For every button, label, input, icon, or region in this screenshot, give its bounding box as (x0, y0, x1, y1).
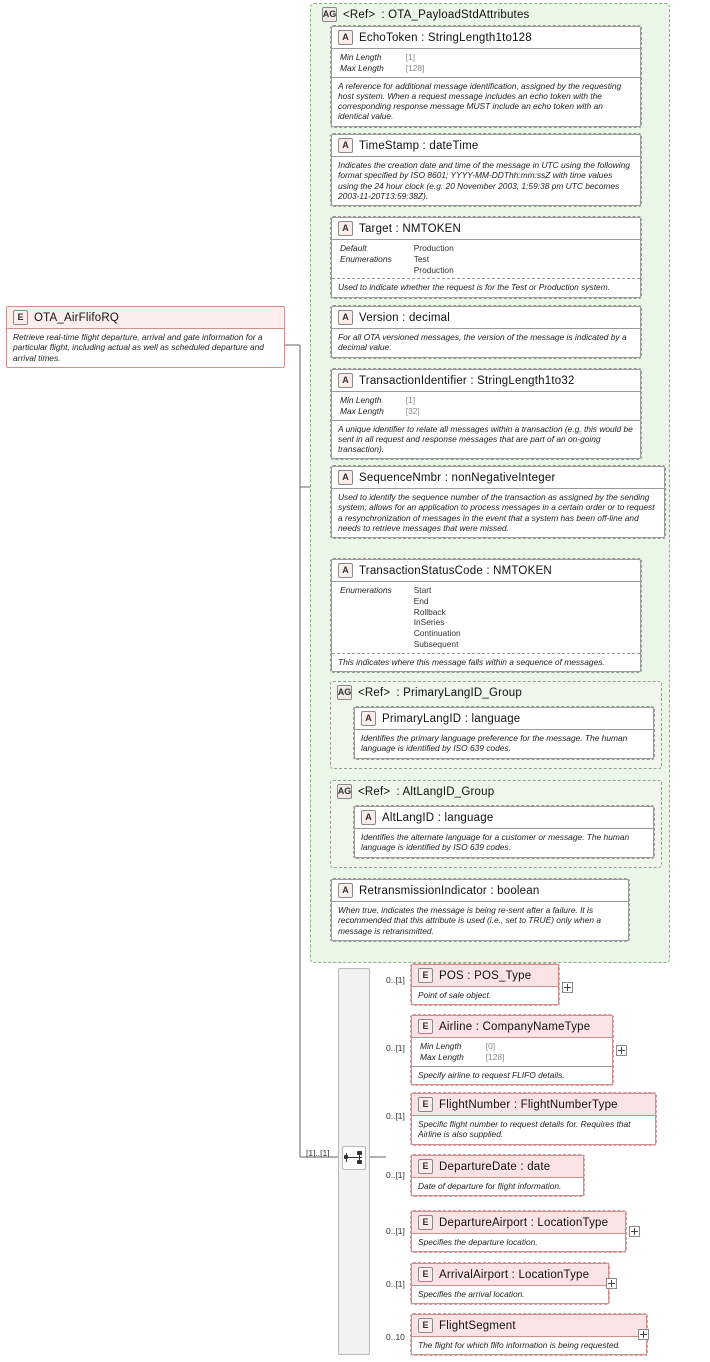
attribute-description: Used to identify the sequence number of the transaction as assigned by the sending system; allows for an application to process messages in a certain order or to request a resynchronization of messages in the event that a system has been off-line and needs to retrieve messages that were missed. (338, 492, 655, 533)
element-badge-icon: E (418, 968, 433, 983)
element-box[interactable] (411, 964, 559, 1005)
attribute-description: Identifies the primary language preference for the message. The human language is identified by ISO 639 codes. (361, 733, 628, 754)
element-wrapper (410, 963, 560, 1006)
attribute-name: TransactionStatusCode : NMTOKEN (359, 564, 552, 577)
facet-value: [128] (485, 1051, 505, 1062)
attribute-wrapper (330, 368, 642, 460)
facet-label (340, 628, 392, 639)
attribute-name: RetransmissionIndicator : boolean (359, 884, 540, 897)
element-wrapper (410, 1313, 648, 1356)
facet-value: [1] (405, 52, 416, 62)
element-description: Specify airline to request FLIFO details. (418, 1069, 565, 1080)
element-cardinality: 0..[1] (386, 1111, 405, 1121)
attribute-wrapper (353, 706, 655, 760)
element-badge-icon: E (418, 1159, 433, 1174)
element-badge-icon: E (418, 1019, 433, 1034)
facet-label (340, 617, 392, 628)
sequence-compositor-icon[interactable] (342, 1146, 366, 1170)
expand-plus-icon[interactable] (638, 1329, 649, 1340)
attribute-group-header[interactable] (316, 4, 668, 25)
attribute-badge-icon: A (338, 310, 353, 325)
attribute-name: AltLangID : language (382, 811, 494, 824)
element-cardinality: 0..[1] (386, 1043, 405, 1053)
element-wrapper (410, 1154, 585, 1197)
element-description: Specifies the departure location. (418, 1237, 538, 1247)
element-badge-icon: E (418, 1215, 433, 1230)
facet-label (340, 607, 392, 618)
element-wrapper (410, 1014, 614, 1086)
element-name: POS : POS_Type (439, 969, 532, 982)
element-name: Airline : CompanyNameType (439, 1020, 591, 1033)
element-description: The flight for which flifo information is being requested. (418, 1340, 621, 1350)
attribute-box[interactable] (354, 707, 654, 759)
attribute-wrapper (330, 133, 642, 207)
facet-label (340, 596, 392, 607)
root-element-description: Retrieve real-time flight departure, arrival and gate information for a particular flight, including actual as well as scheduled departure and arrival times. (13, 332, 264, 363)
attribute-description: Indicates the creation date and time of the message in UTC using the following format specified by ISO 8601; YYYY-MM-DDThh:mm:ssZ with time values using the 24 hour clock (e.g. 20 November 2003, 1:59:38 pm UTC becomes 2003-11-20T13:59:38Z). (338, 160, 630, 201)
ref-group-child-wrapper (353, 706, 655, 760)
element-badge-icon: E (13, 310, 28, 325)
attribute-badge-icon: A (338, 470, 353, 485)
attribute-box[interactable] (331, 879, 629, 941)
attribute-facets (332, 582, 640, 653)
element-name: DepartureAirport : LocationType (439, 1216, 609, 1229)
element-wrapper (410, 1092, 657, 1146)
ref-label: <Ref> (358, 785, 391, 798)
facet-label (340, 639, 392, 650)
facet-value: Rollback (413, 606, 446, 617)
element-box[interactable] (411, 1211, 626, 1252)
element-cardinality: 0..10 (386, 1332, 405, 1342)
attribute-name: TransactionIdentifier : StringLength1to32 (359, 374, 575, 387)
element-cardinality: 0..[1] (386, 1279, 405, 1289)
facet-label (340, 265, 392, 276)
attribute-name: PrimaryLangID : language (382, 712, 521, 725)
ref-group-wrapper (330, 780, 662, 868)
expand-plus-icon[interactable] (606, 1278, 617, 1289)
facet-label: Min Length (420, 1041, 462, 1051)
attribute-group-badge-icon: AG (337, 685, 352, 700)
facet-value: InSeries (413, 617, 445, 628)
element-badge-icon: E (418, 1097, 433, 1112)
attribute-wrapper (330, 25, 642, 128)
element-description: Specifies the arrival location. (418, 1289, 525, 1299)
attribute-description: Identifies the alternate language for a customer or message. The human language is identified by ISO 639 codes. (361, 832, 630, 853)
facet-label: Max Length (340, 405, 384, 416)
attribute-badge-icon: A (361, 711, 376, 726)
attribute-badge-icon: A (338, 30, 353, 45)
attribute-facets (332, 392, 640, 420)
attribute-name: SequenceNmbr : nonNegativeInteger (359, 471, 556, 484)
attribute-group-badge-icon: AG (322, 7, 337, 22)
facet-value: Start (413, 585, 432, 595)
attribute-description: Used to indicate whether the request is for the Test or Production system. (338, 282, 611, 293)
facet-value: Continuation (413, 628, 461, 638)
facet-label: Enumerations (340, 585, 392, 595)
element-description: Date of departure for flight information. (418, 1181, 562, 1191)
sequence-cardinality: [1]..[1] (306, 1148, 330, 1158)
ref-label: <Ref> (358, 686, 391, 699)
attribute-badge-icon: A (338, 221, 353, 236)
attribute-name: TimeStamp : dateTime (359, 139, 479, 152)
attribute-description: For all OTA versioned messages, the version of the message is indicated by a decimal value. (338, 332, 627, 353)
root-element-name: OTA_AirFlifoRQ (34, 311, 120, 324)
attribute-badge-icon: A (338, 138, 353, 153)
attribute-group-name: : OTA_PayloadStdAttributes (381, 8, 530, 21)
ref-group-header[interactable] (331, 682, 661, 703)
attribute-wrapper (353, 805, 655, 859)
attribute-badge-icon: A (338, 563, 353, 578)
attribute-box[interactable] (331, 306, 641, 358)
facet-value: Production (413, 243, 454, 253)
element-cardinality: 0..[1] (386, 1226, 405, 1236)
attribute-box[interactable] (331, 26, 641, 127)
facet-label: Enumerations (340, 253, 392, 264)
facet-value: [128] (405, 62, 425, 73)
attribute-description: A unique identifier to relate all messages within a transaction (e.g. this would be sent in all request and response messages that are part of an on-going transaction). (338, 423, 633, 454)
element-wrapper (410, 1262, 610, 1305)
attribute-box[interactable] (354, 806, 654, 858)
element-badge-icon: E (418, 1318, 433, 1333)
root-element-box[interactable] (6, 306, 285, 368)
attribute-box[interactable] (331, 466, 665, 538)
facet-label: Min Length (340, 52, 382, 62)
attribute-wrapper (330, 305, 642, 359)
element-cardinality: 0..[1] (386, 1170, 405, 1180)
element-description: Point of sale object. (418, 990, 492, 1000)
element-box[interactable] (411, 1314, 647, 1355)
element-name: FlightNumber : FlightNumberType (439, 1098, 618, 1111)
facet-label: Min Length (340, 395, 382, 405)
element-box[interactable] (411, 1263, 609, 1304)
facet-label: Max Length (340, 62, 384, 73)
facet-value: End (413, 595, 429, 606)
attribute-badge-icon: A (338, 373, 353, 388)
element-name: DepartureDate : date (439, 1160, 551, 1173)
attribute-badge-icon: A (338, 883, 353, 898)
attribute-box[interactable] (331, 559, 641, 672)
attribute-facets (332, 49, 640, 77)
ref-group-name: : PrimaryLangID_Group (396, 686, 522, 699)
attribute-wrapper (330, 465, 666, 539)
attribute-description: When true, indicates the message is being re-sent after a failure. It is recommended that this attribute is used (i.e., set to TRUE) only when a message is retransmitted. (338, 905, 602, 936)
attribute-name: Version : decimal (359, 311, 450, 324)
attribute-group-ref-label: <Ref> (343, 8, 376, 21)
attribute-wrapper (330, 216, 642, 299)
element-wrapper (410, 1210, 627, 1253)
expand-plus-icon[interactable] (629, 1226, 640, 1237)
element-name: FlightSegment (439, 1319, 516, 1332)
element-box[interactable] (411, 1093, 656, 1145)
attribute-name: EchoToken : StringLength1to128 (359, 31, 532, 44)
facet-value: [32] (405, 405, 420, 416)
attribute-name: Target : NMTOKEN (359, 222, 462, 235)
element-cardinality: 0..[1] (386, 975, 405, 985)
element-name: ArrivalAirport : LocationType (439, 1268, 590, 1281)
ref-group-name: : AltLangID_Group (396, 785, 495, 798)
expand-plus-icon[interactable] (616, 1045, 627, 1056)
facet-value: Test (413, 253, 430, 264)
ref-group-header[interactable] (331, 781, 661, 802)
element-box[interactable] (411, 1015, 613, 1085)
element-description: Specific flight number to request details for. Requires that Airline is also supplied. (418, 1119, 631, 1140)
expand-plus-icon[interactable] (562, 982, 573, 993)
facet-label: Max Length (420, 1051, 464, 1062)
root-element-header (7, 307, 284, 329)
facet-value: Production (413, 264, 454, 275)
element-box[interactable] (411, 1155, 584, 1196)
facet-value: [1] (405, 395, 416, 405)
facet-value: Subsequent (413, 638, 459, 649)
ref-group-wrapper (330, 681, 662, 769)
attribute-group-badge-icon: AG (337, 784, 352, 799)
attribute-badge-icon: A (361, 810, 376, 825)
element-facets (412, 1038, 612, 1066)
element-badge-icon: E (418, 1267, 433, 1282)
attribute-wrapper (330, 878, 630, 942)
facet-label: Default (340, 243, 367, 253)
attribute-facets (332, 240, 640, 278)
attribute-box[interactable] (331, 369, 641, 459)
attribute-description: A reference for additional message identification, assigned by the requesting host system. When a request message includes an echo token with the corresponding response message MUST include an echo token with an identical value. (338, 80, 622, 122)
attribute-description: This indicates where this message falls within a sequence of messages. (338, 656, 605, 667)
attribute-box[interactable] (331, 134, 641, 206)
ref-group-child-wrapper (353, 805, 655, 859)
attribute-wrapper (330, 558, 642, 673)
facet-value: [0] (485, 1041, 496, 1051)
attribute-box[interactable] (331, 217, 641, 298)
